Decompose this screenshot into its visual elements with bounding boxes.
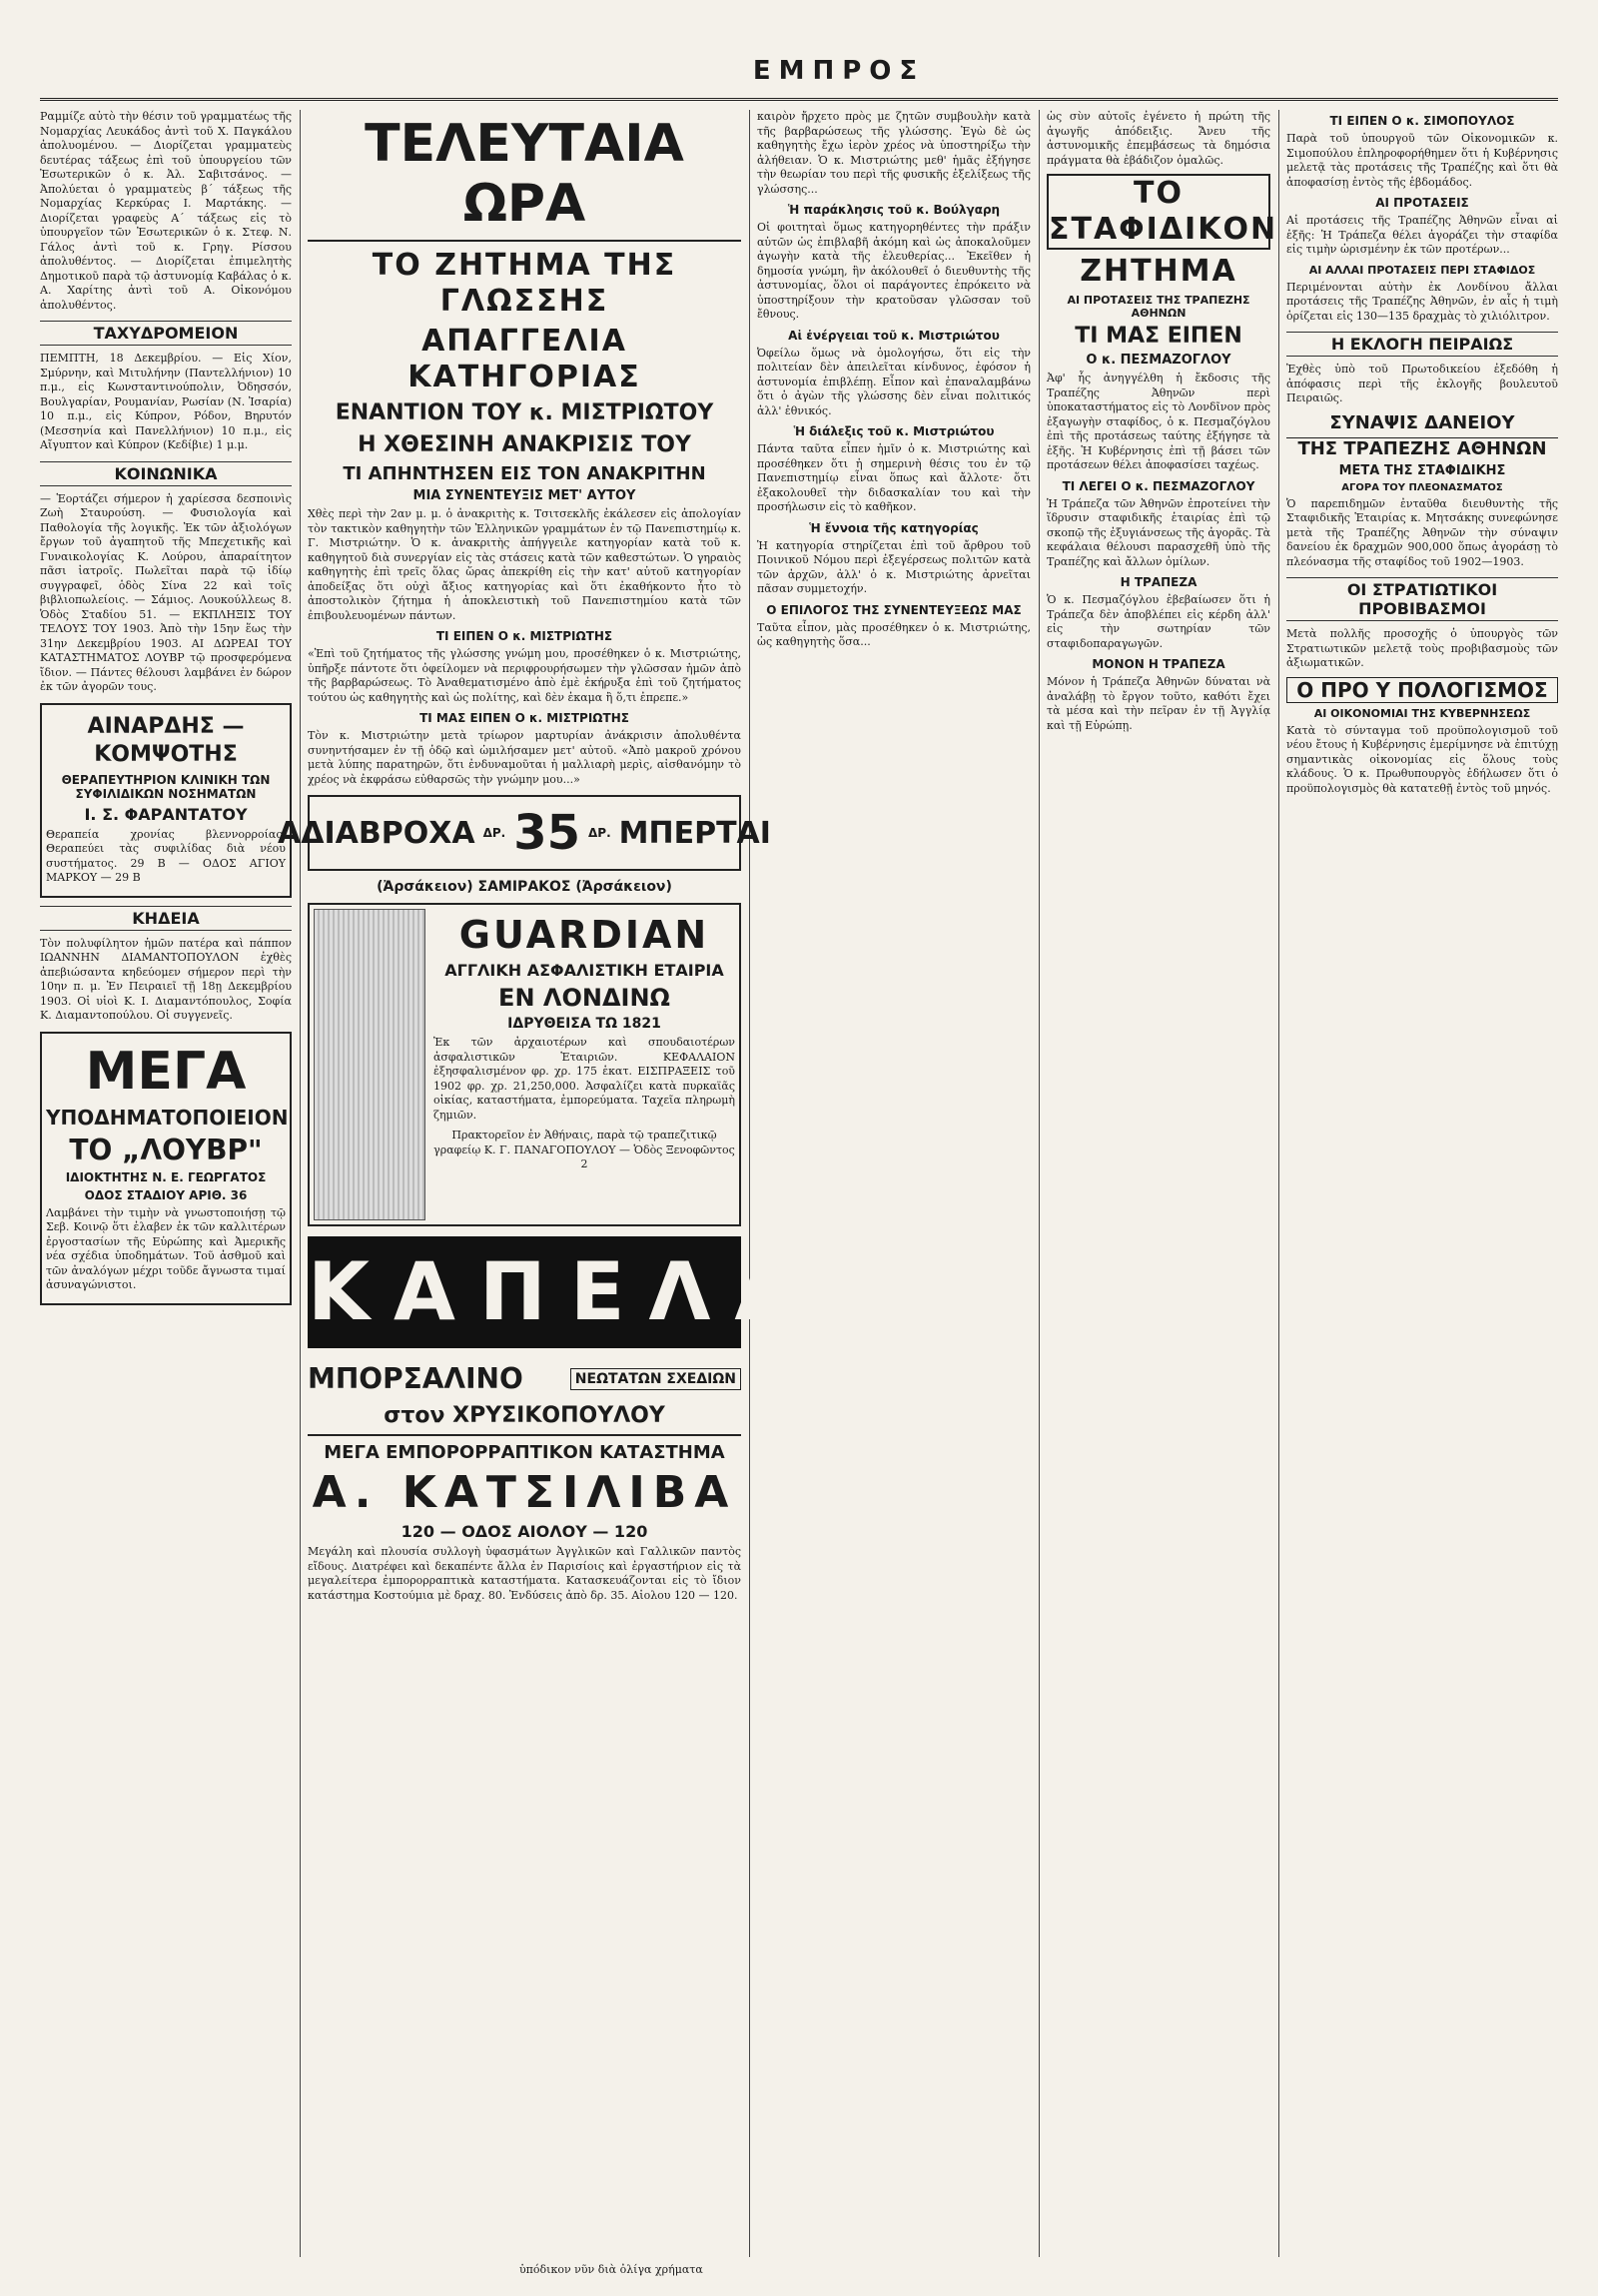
section-heading-military: ΟΙ ΣΤΡΑΤΙΩΤΙΚΟΙ ΠΡΟΒΙΒΑΣΜΟΙ [1286,577,1558,621]
subheading: Ο ΕΠΙΛΟΓΟΣ ΤΗΣ ΣΥΝΕΝΤΕΥΞΕΩΣ ΜΑΣ [766,602,1022,617]
divider [308,240,741,242]
clinic-ad-text: Θεραπεία χρονίας βλεννορροίας. Θεραπεύει τὰς συφιλίδας διὰ νέου συστήματος. 29 Β — ΟΔΟΣ ΑΓΙΟΥ ΜΑΡΚΟΥ — 29 Β [46,827,286,884]
subheading: ΑΙ ΠΡΟΤΑΣΕΙΣ [1375,196,1469,210]
article-text: Ἀφ' ἧς ἀνηγγέλθη ἡ ἔκδοσις τῆς Τραπέζης Ἀθηνῶν περὶ ὑποκαταστήματος εἰς τὸ Λονδῖνον πρὸς ἐξαγωγὴν σταφίδος, ὁ κ. Πεσμαζόγλου ἐπὶ τῆς προτάσεως ταύτης ἐξήγησε τὰ ἑξῆς. Ἡ Κυβέρνησις ἐπὶ τῇ βάσει τῶν προτάσεων θέλει ἀποφασίσει ταχέως. [1047,372,1270,471]
kapella-store: στον ΧΡΥΣΙΚΟΠΟΥΛΟΥ [384,1403,665,1428]
tailor-ad-title: ΜΕΓΑ ΕΜΠΟΡΟΡΡΑΠΤΙΚΟΝ ΚΑΤΑΣΤΗΜΑ [324,1442,725,1463]
subheading: ΑΙ ΑΛΛΑΙ ΠΡΟΤΑΣΕΙΣ ΠΕΡΙ ΣΤΑΦΙΔΟΣ [1308,263,1536,277]
article-text: Ἡ κατηγορία στηρίζεται ἐπὶ τοῦ ἄρθρου τοῦ Ποινικοῦ Νόμου περὶ ἐξεγέρσεως πολιτῶν κατὰ τῶν ἀρχῶν, ἀλλ' ὁ κ. Μιστριώτης ἀρνεῖται πᾶσαν συμμετοχήν. [757,538,1031,595]
louvre-ad-mid: ΥΠΟΔΗΜΑΤΟΠΟΙΕΙΟΝ [46,1105,289,1130]
article-text: Μόνον ἡ Τράπεζα Ἀθηνῶν δύναται νὰ ἀναλάβῃ τὸ ἔργον τοῦτο, καθότι ἔχει τὰ μέσα καὶ τὴν πεῖραν ἐν τῇ Ἀγγλίᾳ καὶ τῇ Εὐρώπῃ. [1047,675,1270,732]
article-text: Ὁ κ. Πεσμαζόγλου ἐβεβαίωσεν ὅτι ἡ Τράπεζα δὲν ἀποβλέπει εἰς κέρδη ἀλλ' εἰς τὴν σωτηρίαν τῶν σταφιδοπαραγωγῶν. [1047,593,1270,650]
article-text: «Ἐπὶ τοῦ ζητήματος τῆς γλώσσης γνώμη μου, προσέθηκεν ὁ κ. Μιστριώτης, ὑπῆρξε πάντοτε ὅτι ὀφείλομεν νὰ περιφρουρήσωμεν τὴν γλῶσσαν ἡμῶν ἀπὸ τῆς βαρβαρώσεως. Τὸ Ἀναθεματισμένο ἀπὸ ἐμὲ ἐκήρυξα ἐπὶ τοῦ ζητήματος τούτου ὡς καθηγητὴς καὶ ὡς πολίτης, καὶ δὲν ἐκαμα ἢ ὅ,τι ἐπρεπε.» [308,647,741,704]
headline-said: ΤΙ ΜΑΣ ΕΙΠΕΝ [1075,324,1242,349]
headline-proposals: ΑΙ ΠΡΟΤΑΣΕΙΣ ΤΗΣ ΤΡΑΠΕΖΗΣ ΑΘΗΝΩΝ [1067,294,1250,320]
guardian-ad-text: Ἐκ τῶν ἀρχαιοτέρων καὶ σπουδαιοτέρων ἀσφαλιστικῶν Ἑταιριῶν. ΚΕΦΑΛΑΙΟΝ ἐξησφαλισμένον φρ. χρ. 175 ἑκατ. ΕΙΣΠΡΑΞΕΙΣ τοῦ 1902 φρ. χρ. 21,250,000. Ἀσφαλίζει κατὰ πυρκαϊᾶς οἰκίας, καταστήματα, ἐμπορεύματα. Ταχεῖα πληρωμὴ ζημιῶν. [433,1036,735,1122]
guardian-ad-agent: Πρακτορεῖον ἐν Ἀθήναις, παρὰ τῷ τραπεζιτικῷ γραφείῳ Κ. Γ. ΠΑΝΑΓΟΠΟΥΛΟΥ — Ὁδὸς Ξενοφῶντος 2 [433,1129,735,1170]
section-heading-election: Η ΕΚΛΟΓΗ ΠΕΙΡΑΙΩΣ [1286,332,1558,357]
article-text: Οἱ φοιτηταὶ ὅμως κατηγορηθέντες τὴν πράξιν αὐτῶν ὡς ἐπιβλαβῆ ἀκόμη καὶ ὡς ἀποκαλοῦμεν ἀγωγὴν κατὰ τῆς ἐλευθερίας... Ἐκεῖθεν ἡ δημοσία γνώμη, ἣν ἀκόλουθεῖ ὁ διευθυντὴς τῆς ἀστυνομίας, ὅλοι οἱ παράγοντες ἐπρόκειτο νὰ ὑποστηρίξουν τὴν κρατοῦσαν γλῶσσαν τοῦ ἔθνους. [757,221,1031,321]
clinic-ad-subtitle: ΘΕΡΑΠΕΥΤΗΡΙΟΝ ΚΛΙΝΙΚΗ ΤΩΝ ΣΥΦΙΛΙΔΙΚΩΝ ΝΟΣΗΜΑΤΩΝ [61,772,271,801]
kapella-right: ΝΕΩΤΑΤΩΝ ΣΧΕΔΙΩΝ [570,1368,741,1390]
louvre-ad-name: ΤΟ „ΛΟΥΒΡ" [69,1133,263,1166]
guardian-ad-line: ΕΝ ΛΟΝΔΙΝΩ [498,984,670,1012]
headline-last-hour: ΤΕΛΕΥΤΑΙΑ ΩΡΑ [365,114,684,234]
footer-text: ὑπόδικον νῦν διὰ ὀλίγα χρήματα [519,2263,703,2276]
column-rule [300,110,301,2257]
news-text: Ραμμίζε αὐτὸ τὴν θέσιν τοῦ γραμματέως τῆς Νομαρχίας Λευκάδος ἀντὶ τοῦ Χ. Παγκάλου ἀπολυομένου. — Διορίζεται γραμματεὺς δευτέρας τάξεως ἐπὶ τοῦ ὑπουργείου τῶν Ἐσωτερικῶν ὁ κ. Ἀλ. Σαβιτσάνος. — Ἀπολύεται ὁ γραμματεὺς β΄ τάξεως τῆς Νομαρχίας Κερκύρας Ι. Μαρτάκης. — Διορίζεται γραφεὺς Α΄ τάξεως εἰς τὸ ὑπουργεῖον τῶν Ἐσωτερικῶν ὁ κ. Στεφ. Ν. Γάλος ἀντὶ τοῦ κ. Γρηγ. Ρίσσου ἀπολυθέντος. — Διορίζεται ἐπιμελητὴς Δημοτικοῦ παρὰ τῷ ἀστυνομίᾳ Καβάλας ὁ κ. Α. Χαρίτης ἀντὶ τοῦ Α. Οἰκονόμου ἀπολυθέντος. [40,110,292,312]
raincoat-ad-currency: ΔΡ. [482,826,506,840]
raincoat-ad-right: ΜΠΕΡΤΑΙ [618,815,771,851]
subheading: ΤΙ ΕΙΠΕΝ Ο κ. ΣΙΜΟΠΟΥΛΟΣ [1329,114,1515,128]
raincoat-ad-currency: ΔΡ. [588,826,611,840]
kapella-banner: ΚΑΠΕΛΛΑ [308,1236,741,1348]
raincoat-ad-subtitle: (Ἀρσάκειον) ΣΑΜΙΡΑΚΟΣ (Ἀρσάκειον) [377,879,672,895]
column-rule [1039,110,1040,2257]
headline-inquiry: Η ΧΘΕΣΙΝΗ ΑΝΑΚΡΙΣΙΣ ΤΟΥ [358,432,691,457]
article-text: Τὸν κ. Μιστριώτην μετὰ τρίωρον μαρτυρίαν ἀνάκρισιν ἀπολυθέντα συνηντήσαμεν ἐν τῇ ὁδῷ καὶ ὡμιλήσαμεν μετ' αὐτοῦ. «Ἀπὸ μακροῦ χρόνου μετὰ λύπης παρατηρῶν, ὅτι ἐνδυναμοῦται ἡ μαλλιαρὴ μερὶς, αἰσθανόμην τὸ χρέος νὰ ἐκφράσω εὐθαρσῶς τὴν γνώμην μου...» [308,729,741,786]
headline-language-question: ΤΟ ΖΗΤΗΜΑ ΤΗΣ ΓΛΩΣΣΗΣ [372,248,677,319]
subheading: Η ΤΡΑΠΕΖΑ [1120,575,1198,589]
guardian-ad-line: ΙΔΡΥΘΕΙΣΑ ΤΩ 1821 [507,1016,661,1032]
raincoat-ad [278,795,771,871]
subheading: Αἱ ἐνέργειαι τοῦ κ. Μιστριώτου [788,328,1000,343]
column-3 [757,110,1031,2257]
column-rule [749,110,750,2257]
column-1 [40,110,292,2257]
kapella-subline [308,1358,741,1399]
kapella-left: ΜΠΟΡΣΑΛΙΝΟ [308,1362,523,1395]
clinic-ad [40,703,292,898]
louvre-ad-big: ΜΕΓΑ [85,1041,247,1102]
article-text: Περιμένονται αὐτὴν ἐκ Λονδίνου ἄλλαι προτάσεις τῆς Τραπέζης Ἀθηνῶν, ἐν αἷς ἡ τιμὴ ὁρίζεται εἰς 130—135 δραχμὰς τὸ χιλιόλιτρον. [1286,280,1558,323]
subheading: ΜΟΝΟΝ Η ΤΡΑΠΕΖΑ [1092,657,1225,671]
article-text: καιρὸν ἤρχετο πρὸς με ζητῶν συμβουλὴν κατὰ τῆς βαρβαρώσεως τῆς γλώσσης. Ἐγὼ δὲ ὡς καθηγητὴς ἔχω ἱερὸν χρέος νὰ ὑποστηρίξω τὴν ἀλήθειαν. Ὁ κ. Μιστριώτης μεθ' ἡμᾶς ἐξήγησε τὴν θεωρίαν του περὶ τῆς φυσικῆς ἐξελίξεως τῆς γλώσσης... [757,110,1031,196]
article-text: Πάντα ταῦτα εἶπεν ἡμῖν ὁ κ. Μιστριώτης καὶ προσέθηκεν ὅτι ἡ σημερινὴ θέσις του ἐν τῷ Πανεπιστημίῳ εἶναι ὅπως καὶ ἄλλοτε· ὅτι ἐξακολουθεῖ τὴν διδασκαλίαν του καὶ τὴν προσήλωσιν εἰς τὸ καθῆκον. [757,442,1031,513]
headline-with: ΜΕΤΑ ΤΗΣ ΣΤΑΦΙΔΙΚΗΣ [1338,462,1506,478]
subheading: ΤΙ ΛΕΓΕΙ Ο κ. ΠΕΣΜΑΖΟΓΛΟΥ [1062,478,1255,493]
section-heading-funeral: ΚΗΔΕΙΑ [40,906,292,931]
subheading: ΤΙ ΕΙΠΕΝ Ο κ. ΜΙΣΤΡΙΩΤΗΣ [435,629,613,643]
louvre-ad [40,1032,292,1305]
article-text: Μετὰ πολλῆς προσοχῆς ὁ ὑπουργὸς τῶν Στρατιωτικῶν μελετᾷ τοὺς προβιβασμοὺς τῶν ἀξιωματικῶν. [1286,627,1558,669]
headline-accusation: ΑΠΑΓΓΕΛΙΑ ΚΑΤΗΓΟΡΙΑΣ [407,324,641,394]
social-text: — Ἑορτάζει σήμερον ἡ χαρίεσσα δεσποινὶς Ζωὴ Σταυρούση. — Φυσιολογία καὶ Παθολογία τῆς λογικῆς. Ἐκ τῶν ἀξιολόγων ἔργων τοῦ ἀγαπητοῦ τῆς Μπεχετικῆς καὶ Γυναικολογίας Κ. Λούρου, ἀπαραίτητον πᾶσι ἰατροῖς. Πωλεῖται παρὰ τῷ ἰδίῳ συγγραφεῖ, ὁδὸς Σίνα 22 καὶ τοῖς βιβλιοπωλείοις. — Σάμιος. Λουκούλλεως 8. Ὁδὸς Σταδίου 51. — ΕΚΠΛΗΞΙΣ ΤΟΥ ΤΕΛΟΥΣ ΤΟΥ 1903. Ἀπὸ τὴν 15ην ἕως τὴν 31ην Δεκεμβρίου 1903. ΑΙ ΔΩΡΕΑΙ ΤΟΥ ΚΑΤΑΣΤΗΜΑΤΟΣ ΛΟΥΒΡ τῷ προσφερόμενα ἴδιον. — Πάντες θέλουσι λαμβάνει ἐν δώρον ἐκ τῶν ἀγορῶν τους. [40,491,292,693]
masthead [40,52,1558,101]
article-text: Αἱ προτάσεις τῆς Τραπέζης Ἀθηνῶν εἶναι αἱ ἑξῆς: Ἡ Τράπεζα θέλει ἀγοράζει τὴν σταφίδα εἰς τιμὴν ὡρισμένην ἐκ τῶν προτέρων... [1286,214,1558,256]
guardian-ad-line: ΑΓΓΛΙΚΗ ΑΣΦΑΛΙΣΤΙΚΗ ΕΤΑΙΡΙΑ [444,961,724,980]
subheading: ΤΙ ΜΑΣ ΕΙΠΕΝ Ο κ. ΜΙΣΤΡΙΩΤΗΣ [419,711,629,725]
section-heading-social: ΚΟΙΝΩΝΙΚΑ [40,461,292,486]
guardian-ad-title: GUARDIAN [458,913,710,957]
louvre-ad-text: Λαμβάνει τὴν τιμὴν νὰ γνωστοποιήσῃ τῷ Σεβ. Κοινῷ ὅτι ἐλαβεν ἐκ τῶν καλλιτέρων ἐργοστασίων τῆς Εὐρώπης καὶ Ἀμερικῆς νέα σχέδια ὑποδημάτων. Τοῦ ἀσθμοῦ καὶ τῶν ἀναλόγων μέχρι τοῦδε ἄγνωστα τιμαί ἀσυναγώνιστοι. [46,1205,286,1291]
headline-purchase: ΑΓΟΡΑ ΤΟΥ ΠΛΕΟΝΑΣΜΑΤΟΣ [1341,481,1503,493]
headline-economies: ΑΙ ΟΙΚΟΝΟΜΙΑΙ ΤΗΣ ΚΥΒΕΡΝΗΣΕΩΣ [1313,706,1531,720]
article-text: Ὁ παρεπιδημῶν ἐνταῦθα διευθυντὴς τῆς Σταφιδικῆς Ἑταιρίας κ. Μητσάκης συνεφώνησε μετὰ τῆς Τραπέζης Ἀθηνῶν τὴν σύναψιν δανείου ἐκ δραχμῶν 900,000 ὅπως ἀγοράσῃ τὸ πλεόνασμα τῆς σταφίδος τοῦ 1902—1903. [1286,496,1558,568]
headline-answer: ΤΙ ΑΠΗΝΤΗΣΕΝ ΕΙΣ ΤΟΝ ΑΝΑΚΡΙΤΗΝ [343,463,706,484]
article-text: Χθὲς περὶ τὴν 2αν μ. μ. ὁ ἀνακριτὴς κ. Τσιτσεκλῆς ἐκάλεσεν εἰς ἀπολογίαν τὸν τακτικὸν καθηγητὴν τῶν Ἑλληνικῶν γραμμάτων ἐν τῷ Πανεπιστημίῳ κ. Γ. Μιστριώτην. Ὁ κ. ἀνακριτὴς ἀπήγγειλε κατηγορίαν κατὰ τοῦ κ. καθηγητοῦ διὰ συνεργίαν εἰς τὰς στάσεις κατὰ τῶν καθεστώτων. Ὁ γηραιὸς καθηγητὴς ἐπὶ τρεῖς ὅλας ὥρας ἀπεκρίθη εἰς τὴν κατ' αὐτοῦ κατηγορίαν ἀποδείξας ὅτι οὐχὶ ἄξιος κατηγορίας καὶ ὅτι ἐκαθήκοντο ἦτο τὸ ἀποστολικὸν ζήτημα ἡ ἀποκλειστικὴ τοῦ Πανεπιστημίου κατὰ τῶν ἐπιβουλευομένων πάντων. [308,507,741,622]
headline-interview: ΜΙΑ ΣΥΝΕΝΤΕΥΞΙΣ ΜΕΤ' ΑΥΤΟΥ [412,488,636,503]
headline-budget: Ο ΠΡΟ Υ ΠΟΛΟΓΙΣΜΟΣ [1286,677,1558,703]
article-text: Ὀφείλω ὅμως νὰ ὁμολογήσω, ὅτι εἰς τὴν πολιτείαν δὲν ἀπειλεῖται κίνδυνος, ἐφόσον ἡ ἀστυνομία ἐπιβλέπῃ. Εἶπον καὶ ἐπαναλαμβάνω ὅτι ὁ ἀγὼν τῆς γλώσσης δὲν εἶναι πολιτικός ἀλλ' ἐθνικός. [757,346,1031,417]
mail-text: ΠΕΜΠΤΗ, 18 Δεκεμβρίου. — Εἰς Χίον, Σμύρνην, καὶ Μιτυλήνην (Παντελλήνιον) 10 π.μ., εἰς Κωνσταντινούπολιν, Ὀδησσόν, Βουλγαρίαν, Ρουμανίαν, Ρωσίαν (Ν. Ἰσαρία) 10 π.μ., εἰς Κύπρον, Ρόδον, Βηρυτόν (Μεσσηνία καὶ Πανελλήνιον) 10 π.μ., εἰς Αἴγυπτον καὶ Κύπρον (Κεδίβιε) 1 μ.μ. [40,352,292,451]
tailor-ad-text: Μεγάλη καὶ πλουσία συλλογὴ ὑφασμάτων Ἀγγλικῶν καὶ Γαλλικῶν παντὸς εἴδους. Διατρέφει καὶ δεκαπέντε ἄλλα ἐν Παρισίοις καὶ ἐργαστήριον εἰς τὰ μεγαλείτερα ἐμπορορραπτικὰ καταστήματα. Κατασκευάζονται εἰς τὸ ἴδιον κατάστημα Κοστούμια μὲ δραχ. 80. Ἐνδύσεις ἀπὸ δρ. 35. Αἰολου 120 — 120. [308,1545,741,1602]
raincoat-ad-left: ΑΔΙΑΒΡΟΧΑ [278,815,475,851]
tailor-ad-address: 120 — ΟΔΟΣ ΑΙΟΛΟΥ — 120 [400,1522,648,1541]
subheading: Ἡ παράκλησις τοῦ κ. Βούλγαρη [787,203,1001,217]
column-4 [1047,110,1278,2257]
masthead-title: ΕΜΠΡΟΣ [752,56,926,86]
section-heading-mail: ΤΑΧΥΔΡΟΜΕΙΟΝ [40,321,292,346]
headline-against: ΕΝΑΝΤΙΟΝ ΤΟΥ κ. ΜΙΣΤΡΙΩΤΟΥ [335,400,714,425]
divider [308,1434,741,1436]
clinic-ad-name: Ι. Σ. ΦΑΡΑΝΤΑΤΟΥ [84,804,248,824]
headline-loan: ΣΥΝΑΨΙΣ ΔΑΝΕΙΟΥ [1329,411,1515,433]
article-text: Παρὰ τοῦ ὑπουργοῦ τῶν Οἰκονομικῶν κ. Σιμοπούλου ἐπληροφορήθημεν ὅτι ἡ Κυβέρνησις μελετᾷ τὰς προτάσεις τῆς Τραπέζης καὶ ὅτι θὰ ἀποφασίσῃ ἐντὸς τῆς ἑβδομάδος. [1286,132,1558,189]
subheading: Ἡ διάλεξις τοῦ κ. Μιστριώτου [793,424,995,438]
column-5 [1286,110,1558,2257]
article-text: Ἡ Τράπεζα τῶν Ἀθηνῶν ἐπροτείνει τὴν ἵδρυσιν σταφιδικῆς ἑταιρίας ἐπὶ τῷ σκοπῷ τῆς ἐξυγιάνσεως τῆς ἀγορᾶς. Τὰ κεφάλαια θέλουσι παρασχεθῆ ὑπὸ τῆς Τραπέζης καὶ ἄλλων ὁμίλων. [1047,496,1270,568]
louvre-ad-address: ΟΔΟΣ ΣΤΑΔΙΟΥ ΑΡΙΘ. 36 [84,1187,248,1202]
clinic-ad-title: ΑΙΝΑΡΔΗΣ — ΚΟΜΨΟΤΗΣ [87,713,245,767]
guardian-ad [308,903,741,1226]
article-text: Κατὰ τὸ σύνταγμα τοῦ προϋπολογισμοῦ τοῦ νέου ἔτους ἡ Κυβέρνησις ἐμερίμνησε νὰ ἐπιτύχῃ σημαντικὰς οἰκονομίας εἰς ὅλους τοὺς κλάδους. Ὁ κ. Πρωθυπουργὸς ἐδήλωσεν ὅτι ὁ προϋπολογισμὸς θὰ κατατεθῇ ἐντὸς τοῦ μηνός. [1286,723,1558,795]
article-text: ὡς σὺν αὐτοῖς ἐγένετο ἡ πρώτη τῆς ἀγωγῆς ἀπόδειξις. Ἄνευ τῆς ἀστυνομικῆς ἐπεμβάσεως τὰ δημόσια πράγματα θὰ ἐβάδιζον ὁμαλῶς. [1047,110,1270,167]
article-text: Ἐχθὲς ὑπὸ τοῦ Πρωτοδικείου ἐξεδόθη ἡ ἀπόφασις περὶ τῆς ἐκλογῆς βουλευτοῦ Πειραιῶς. [1286,363,1558,404]
funeral-text: Τὸν πολυφίλητον ἡμῶν πατέρα καὶ πάππον ΙΩΑΝΝΗΝ ΔΙΑΜΑΝΤΟΠΟΥΛΟΝ ἐχθὲς ἀπεβιώσαντα κηδεύομεν σήμερον περὶ τὴν 10ην π. μ. Ἐν Πειραιεῖ τῇ 18ῃ Δεκεμβρίου 1903. Οἱ υἱοὶ Κ. Ι. Διαμαντόπουλος, Σοφία Κ. Διαμαντοπούλου. Οἱ συγγενεῖς. [40,936,292,1022]
statue-illustration [314,909,425,1220]
headline-raisin: ΤΟ ΣΤΑΦΙΔΙΚΟΝ [1047,174,1270,250]
louvre-ad-owner: ΙΔΙΟΚΤΗΤΗΣ Ν. Ε. ΓΕΩΡΓΑΤΟΣ [65,1169,267,1184]
column-rule [1278,110,1279,2257]
subheading: Ἡ ἔννοια τῆς κατηγορίας [809,520,979,535]
headline-bank: ΤΗΣ ΤΡΑΠΕΖΗΣ ΑΘΗΝΩΝ [1286,437,1558,459]
article-text: Ταῦτα εἶπον, μὰς προσέθηκεν ὁ κ. Μιστριώτης, ὡς καθηγητὴς ὅσα... [757,620,1031,648]
headline-issue: ΖΗΤΗΜΑ [1080,254,1237,289]
raincoat-ad-price: 35 [513,805,581,861]
headline-who: Ο κ. ΠΕΣΜΑΖΟΓΛΟΥ [1086,353,1231,368]
tailor-ad-name: Α. ΚΑΤΣΙΛΙΒΑ [312,1467,737,1518]
